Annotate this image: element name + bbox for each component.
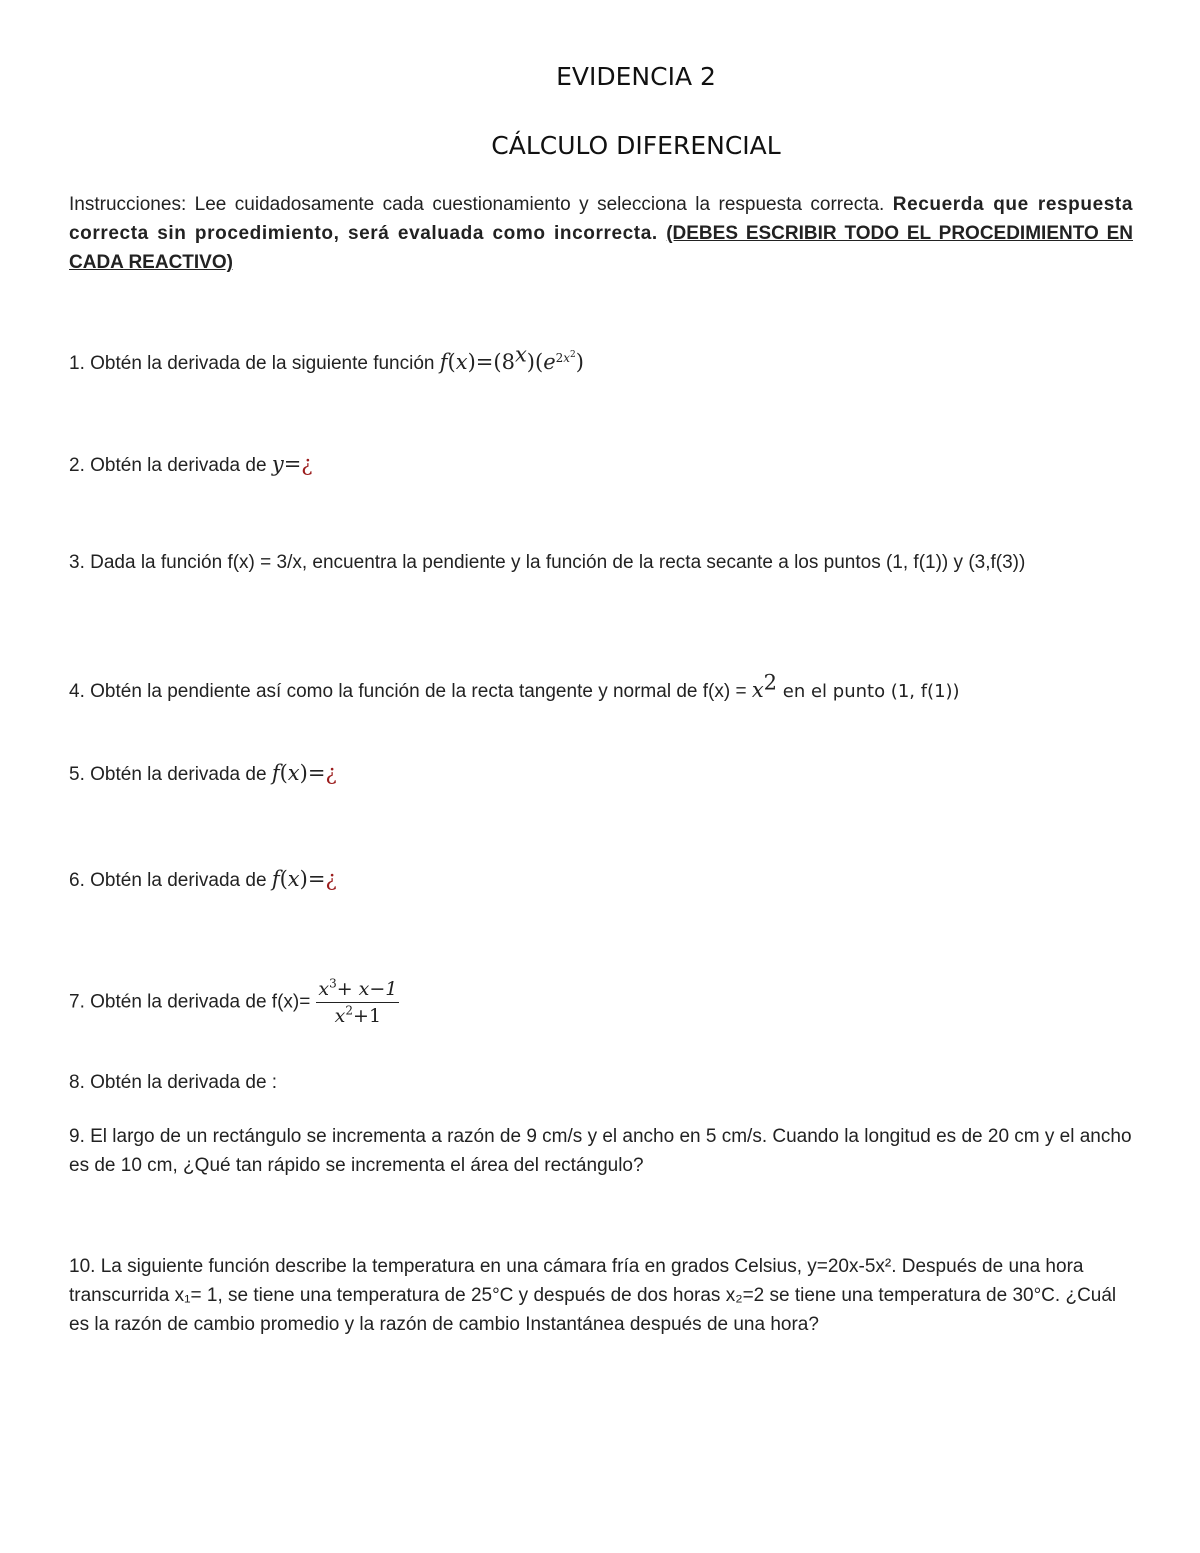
document-title: EVIDENCIA 2	[556, 62, 716, 91]
question-2	[69, 450, 313, 480]
question-1-text: 1. Obtén la derivada de la siguiente función	[69, 353, 440, 374]
q7-num-x: x	[318, 978, 330, 1000]
q5-math-lpar: (	[279, 761, 288, 785]
q2-math-y: y	[271, 452, 284, 476]
q2-math-eq: =	[283, 452, 302, 476]
q1-math-exp-x2: x	[563, 350, 571, 365]
question-2-text: 2. Obtén la derivada de	[69, 455, 272, 476]
question-4-text: 4. Obtén la pendiente así como la función de la recta tangente y normal de f(x) =	[69, 681, 752, 702]
question-6	[69, 865, 337, 895]
instructions-bold: Recuerda que respuesta correcta sin procedimiento, será evaluada como incorrecta.	[69, 194, 1133, 244]
q1-math-end: )	[575, 350, 584, 374]
question-9	[69, 1122, 1133, 1180]
q6-math-eq: )=	[299, 867, 326, 891]
instructions-underlined: (DEBES ESCRIBIR TODO EL PROCEDIMIENTO EN CADA REACTIVO)	[69, 223, 1133, 273]
question-5	[69, 759, 337, 789]
q1-math-exp-2: 2	[555, 350, 564, 365]
question-7	[69, 978, 399, 1027]
q7-den-x: x	[334, 1005, 346, 1027]
q6-math-x: x	[287, 867, 300, 891]
q7-den-sq: 2	[345, 1003, 354, 1018]
q7-fraction	[316, 978, 399, 1027]
question-10	[69, 1252, 1133, 1339]
q7-den-rest: +1	[353, 1005, 382, 1027]
instructions-plain: Instrucciones: Lee cuidadosamente cada cuestionamiento y selecciona la respuesta correcta.	[69, 194, 893, 215]
q1-math-exp-x: x	[514, 342, 527, 367]
document-subtitle: CÁLCULO DIFERENCIAL	[491, 131, 781, 160]
q4-tail: en el punto (1, f(1))	[777, 681, 960, 702]
q7-numerator	[316, 978, 399, 1003]
instructions	[69, 190, 1133, 277]
q6-missing-equation-glyph: ¿	[325, 867, 337, 891]
q1-math-lpar: (	[447, 350, 456, 374]
q2-missing-equation-glyph: ¿	[301, 452, 313, 476]
q4-math-x: x	[751, 678, 764, 702]
question-4	[69, 670, 960, 706]
q1-math-f: f	[439, 350, 448, 374]
q1-math-x: x	[455, 350, 468, 374]
question-1	[69, 342, 584, 378]
q7-denominator	[316, 1003, 399, 1027]
question-9-text: 9. El largo de un rectángulo se incrementa a razón de 9 cm/s y el ancho en 5 cm/s. Cuando la longitud es de 20 cm y el ancho es de 10 cm, ¿Qué tan rápido se incrementa el área del rectángulo?	[69, 1126, 1132, 1176]
q5-missing-equation-glyph: ¿	[325, 761, 337, 785]
question-3	[69, 548, 1133, 577]
q1-math-mid: )(	[526, 350, 544, 374]
q5-math-x: x	[287, 761, 300, 785]
question-5-text: 5. Obtén la derivada de	[69, 764, 272, 785]
q6-math-lpar: (	[279, 867, 288, 891]
question-3-text: 3. Dada la función f(x) = 3/x, encuentra la pendiente y la función de la recta secante a los puntos (1, f(1)) y (3,f(3))	[69, 552, 1026, 573]
q5-math-f: f	[271, 761, 280, 785]
question-7-text: 7. Obtén la derivada de f(x)=	[69, 991, 311, 1013]
question-8-text: 8. Obtén la derivada de :	[69, 1072, 278, 1093]
q7-num-rest: + x−1	[336, 978, 398, 1000]
q1-math-exp-sq: 2	[570, 349, 576, 360]
q5-math-eq: )=	[299, 761, 326, 785]
question-10-text: 10. La siguiente función describe la temperatura en una cámara fría en grados Celsius, y=20x-5x². Después de una hora transcurrida x₁= 1, se tiene una temperatura de 25°C y después de dos horas x₂=2 se tiene una temperatura de 30°C. ¿Cuál es la razón de cambio promedio y la razón de cambio Instantánea después de una hora?	[69, 1256, 1117, 1335]
q1-math-e: e	[543, 350, 556, 374]
q7-num-cube: 3	[329, 976, 337, 991]
q1-math-8: 8	[501, 350, 515, 374]
q6-math-f: f	[271, 867, 280, 891]
q1-math-eq: )=(	[467, 350, 502, 374]
question-6-text: 6. Obtén la derivada de	[69, 870, 272, 891]
q4-math-sq: 2	[763, 670, 778, 695]
question-8	[69, 1068, 277, 1097]
